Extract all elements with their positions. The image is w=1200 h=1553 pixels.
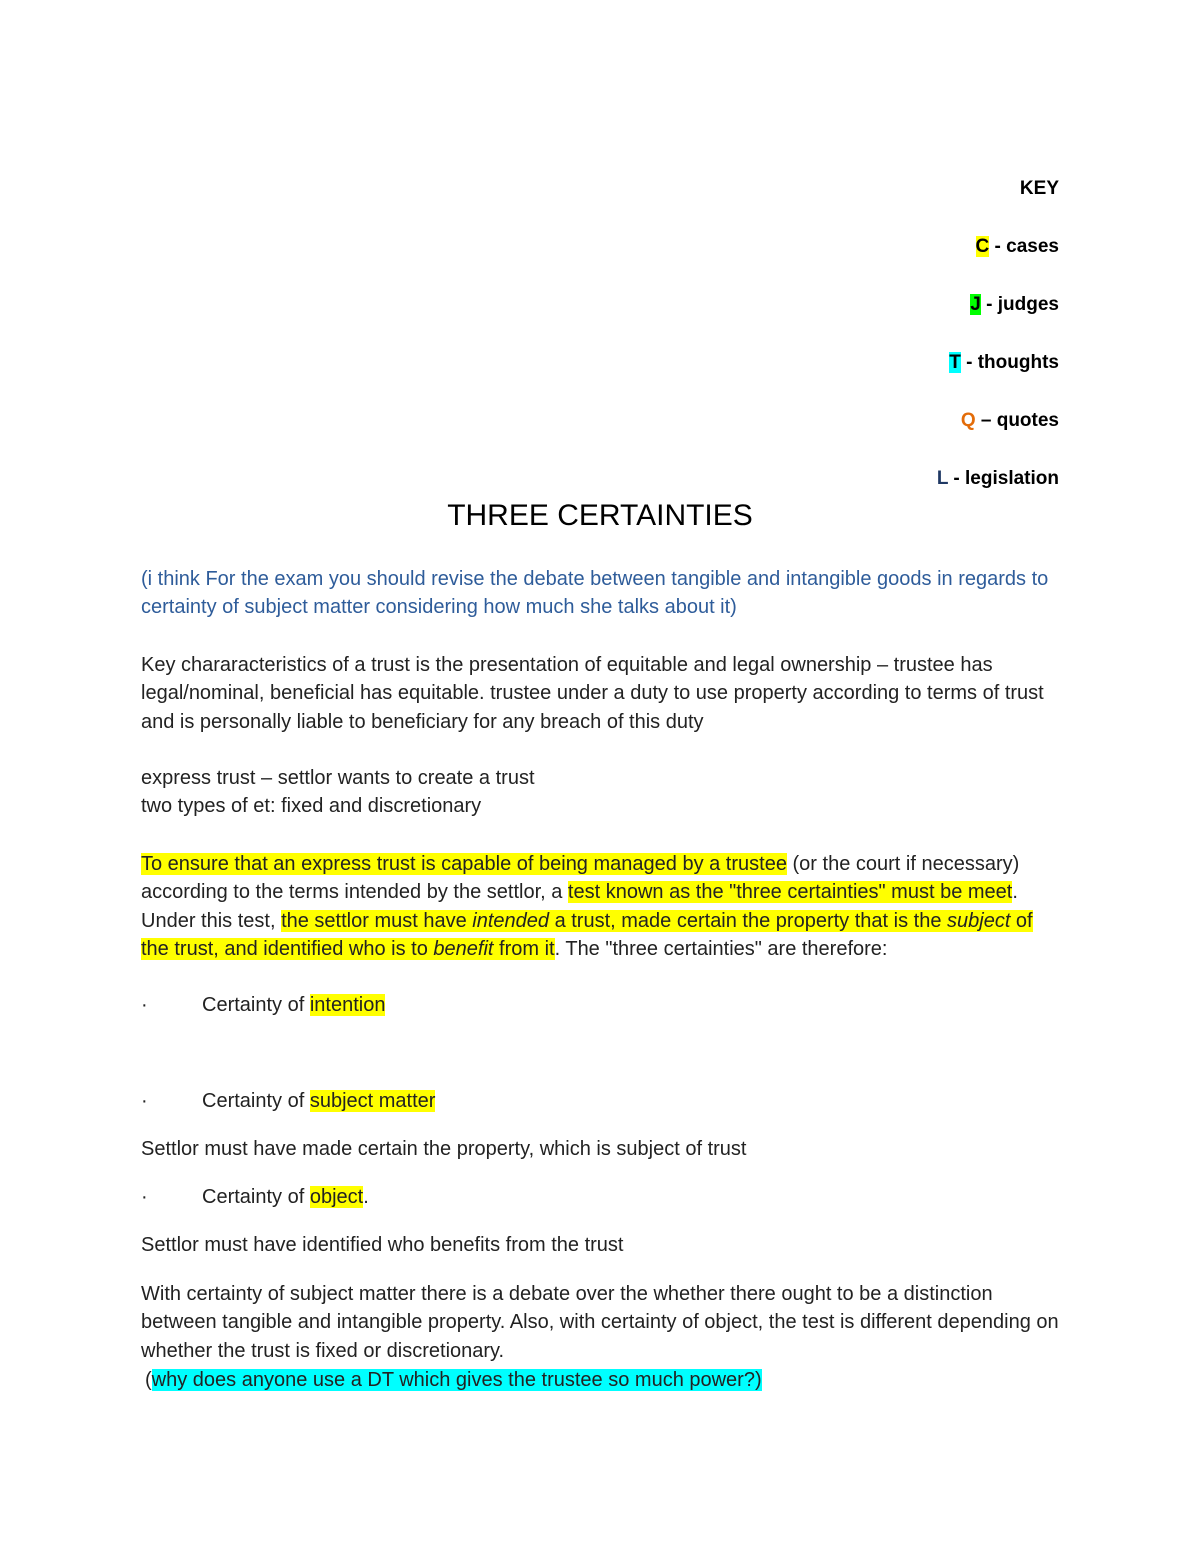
key-sep: - (960, 352, 978, 373)
key-item-thoughts (949, 351, 1059, 375)
highlight-italic: intended (472, 909, 550, 932)
highlight-part: the settlor must have (281, 909, 473, 932)
key-heading: KEY (1019, 178, 1059, 199)
bullet-text: . (363, 1186, 369, 1208)
bullet-symbol: · (141, 994, 148, 1016)
exam-note: (i think For the exam you should revise the debate between tangible and intangible goods in regards to certainty of subject matter considering how much she talks about it) (141, 568, 1049, 619)
key-letter: T (949, 352, 961, 373)
key-letter: L (936, 468, 949, 489)
highlight-italic: benefit (433, 938, 494, 961)
bullet-text: Certainty of (202, 994, 310, 1016)
highlight-part: a trust, made certain the property that is the (549, 909, 947, 932)
highlight-italic: subject (947, 909, 1011, 932)
paragraph-express-trust (141, 764, 1061, 821)
key-letter: Q (960, 410, 976, 431)
key-sep: - (948, 468, 966, 489)
key-label: cases (1006, 236, 1059, 257)
object-explanation: Settlor must have identified who benefits from the trust (141, 1234, 624, 1256)
key-label: thoughts (977, 352, 1059, 373)
bullet-text: Certainty of (202, 1186, 310, 1208)
highlight-text: To ensure that an express trust is capable of being managed by a trustee (141, 853, 787, 875)
key-letter: J (970, 294, 981, 315)
bullet-text: Certainty of (202, 1090, 310, 1112)
highlight-part: from it (493, 938, 555, 961)
body-text: (or the court if necessary) according to the terms intended by the settlor, a (141, 853, 1020, 904)
express-trust-line: express trust – settlor wants to create a trust (141, 767, 535, 789)
key-label: judges (997, 294, 1059, 315)
key-sep: - (989, 236, 1007, 257)
key-item-cases (976, 235, 1059, 259)
subject-matter-explanation: Settlor must have made certain the property, which is subject of trust (141, 1138, 747, 1160)
question-highlight: why does anyone use a DT which gives the trustee so much power?) (151, 1369, 762, 1391)
types-line: two types of et: fixed and discretionary (141, 795, 482, 818)
key-item-judges (970, 293, 1059, 317)
key-letter: C (975, 236, 990, 257)
key-sep: - (980, 294, 998, 315)
bullet-symbol: · (141, 1090, 148, 1112)
bullet-highlight: subject matter (309, 1090, 436, 1112)
bullet-certainty-subject-matter (141, 1087, 435, 1115)
key-label: quotes (996, 410, 1059, 431)
body-text: . Under this test, (141, 881, 1018, 932)
paragraph-three-certainties (141, 850, 1061, 964)
thought-question (145, 1366, 1065, 1394)
paragraph-debate: With certainty of subject matter there is a debate over the whether there ought to be a distinction between tangible and intangible property. Also, with certainty of object, the test is different depending on whether the trust is fixed or discretionary. (141, 1283, 1059, 1362)
page-title: THREE CERTAINTIES (447, 499, 753, 532)
key-item-quotes (961, 409, 1059, 433)
body-text: . The "three certainties" are therefore: (554, 938, 888, 961)
question-open: ( (145, 1369, 152, 1391)
highlight-part: of the trust, and identified who is to (141, 909, 1033, 961)
key-sep: – (975, 410, 997, 431)
bullet-symbol: · (141, 1186, 148, 1208)
key-item-legislation (937, 467, 1059, 491)
bullet-highlight: intention (309, 994, 386, 1016)
bullet-highlight: object (309, 1186, 364, 1208)
key-label: legislation (965, 468, 1059, 489)
bullet-certainty-object (141, 1183, 369, 1211)
paragraph-key-characteristics: Key chararacteristics of a trust is the presentation of equitable and legal ownership – trustee has legal/nominal, beneficial has equitable. trustee under a duty to use property according to terms of trust and is personally liable to beneficiary for any breach of this duty (141, 654, 1044, 733)
bullet-certainty-intention (141, 991, 385, 1019)
highlight-text: test known as the "three certainties" must be meet (567, 881, 1013, 904)
